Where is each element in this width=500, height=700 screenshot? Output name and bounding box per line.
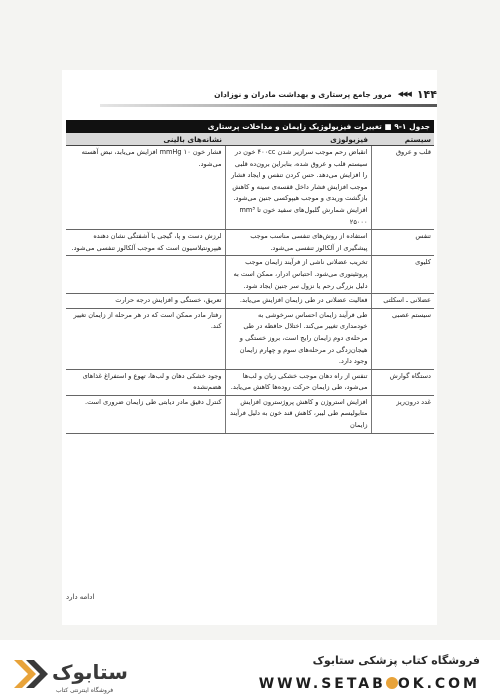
cell-physiology: افزایش استروژن و کاهش پروژسترون افزایش متابولیسم طی لیبر، کاهش قند خون به دلیل فرآیند زایمان [225, 395, 371, 433]
header-rule [100, 104, 437, 107]
cell-system: سیستم عصبی [371, 308, 434, 369]
store-url[interactable] [259, 676, 480, 692]
cell-physiology: طی فرآیند زایمان احساس سرخوشی به خودمداری تغییر می‌کند. اختلال حافظه در طی مرحله‌ی دوم زایمان رایج است، بروز خستگی و هیجان‌زدگی در مرحله‌های سوم و چهارم زایمان وجود دارد. [225, 308, 371, 369]
table-row [66, 146, 434, 230]
logo-subtitle: فروشگاه اینترنتی کتاب [56, 687, 114, 694]
cell-physiology: استفاده از روش‌های تنفسی مناسب موجب پیشگیری از آلکالوز تنفسی می‌شود. [225, 230, 371, 256]
table-row [66, 308, 434, 369]
cell-clinical: فشار خون mmHg ۱۰ افزایش می‌یابد، نبض آهسته می‌شود. [66, 146, 225, 230]
table-header-row [66, 133, 434, 146]
cell-system: کلیوی [371, 256, 434, 294]
table-row [66, 230, 434, 256]
table-row [66, 294, 434, 309]
physiology-table [66, 120, 434, 434]
table-title-text: جدول ۱-۹ ■ تغییرات فیزیولوژیک زایمان و مداخلات پرستاری [207, 122, 430, 131]
url-part-1: WWW.SETAB [258, 676, 386, 692]
cell-system: غدد درون‌ریز [371, 395, 434, 433]
running-header [62, 86, 437, 102]
setabook-logo[interactable] [10, 652, 160, 696]
table-row [66, 369, 434, 395]
column-header-clinical: نشانه‌های بالینی [66, 133, 225, 146]
cell-system: تنفس [371, 230, 434, 256]
cell-physiology: تنفس از راه دهان موجب خشکی زبان و لب‌ها می‌شود، طی زایمان حرکت روده‌ها کاهش می‌یابد. [225, 369, 371, 395]
page-number: ۱۴۴ [416, 87, 437, 101]
url-part-2: OK.COM [397, 676, 480, 692]
cell-clinical: وجود خشکی دهان و لب‌ها، تهوع و استفراغ غذاهای هضم‌نشده [66, 369, 225, 395]
table [66, 133, 434, 434]
continued-text: ادامه دارد [66, 593, 95, 601]
chevron-logo-icon [14, 660, 48, 688]
continued-note [66, 593, 434, 601]
cell-system: دستگاه گوارش [371, 369, 434, 395]
store-title: فروشگاه کتاب پزشکی ستابوک [312, 654, 480, 667]
cell-clinical [66, 256, 225, 294]
column-header-physiology: فیزیولوژی [225, 133, 371, 146]
column-header-system: سیستم [371, 133, 434, 146]
logo-text: ستابوک [52, 660, 128, 684]
cell-physiology: تخریب عضلانی ناشی از فرآیند زایمان موجب پروتئینوری می‌شود. احتباس ادرار، ممکن است به دلیل بزرگی رحم یا نزول سر جنین ایجاد شود. [225, 256, 371, 294]
cell-clinical: رفتار مادر ممکن است که در هر مرحله از زایمان تغییر کند. [66, 308, 225, 369]
cell-clinical: تعریق، خستگی و افزایش درجه حرارت [66, 294, 225, 309]
table-row [66, 256, 434, 294]
cell-system: قلب و عروق [371, 146, 434, 230]
cell-physiology: انقباض رحم موجب سرازیر شدن ۴۰۰cc خون در سیستم قلب و عروق شده، بنابراین برون‌ده قلبی را افزایش می‌دهد. حس کردن تنفس و ایجاد فشار موجب افزایش فشار داخل قفسه‌ی سینه و کاهش بازگشت وریدی و موجب هیپوکسی جنین می‌شود. افزایش شمارش گلبول‌های سفید خون تا mm³ ۲۵۰۰۰ [225, 146, 371, 230]
cell-clinical: لرزش دست و پا، گیجی یا آشفتگی نشان دهنده هیپرونتیلاسیون است که موجب آلکالوز تنفسی می‌شود. [66, 230, 225, 256]
cell-clinical: کنترل دقیق مادر دیابتی طی زایمان ضروری است. [66, 395, 225, 433]
table-title [66, 120, 434, 133]
cell-physiology: فعالیت عضلانی در طی زایمان افزایش می‌یابد. [225, 294, 371, 309]
url-o-icon [386, 677, 398, 689]
cell-system: عضلانی ـ اسکلتی [371, 294, 434, 309]
table-row [66, 395, 434, 433]
book-title: مرور جامع پرستاری و بهداشت مادران و نوزادان [214, 89, 392, 99]
arrow-icon: ◀◀◀ [397, 90, 411, 98]
